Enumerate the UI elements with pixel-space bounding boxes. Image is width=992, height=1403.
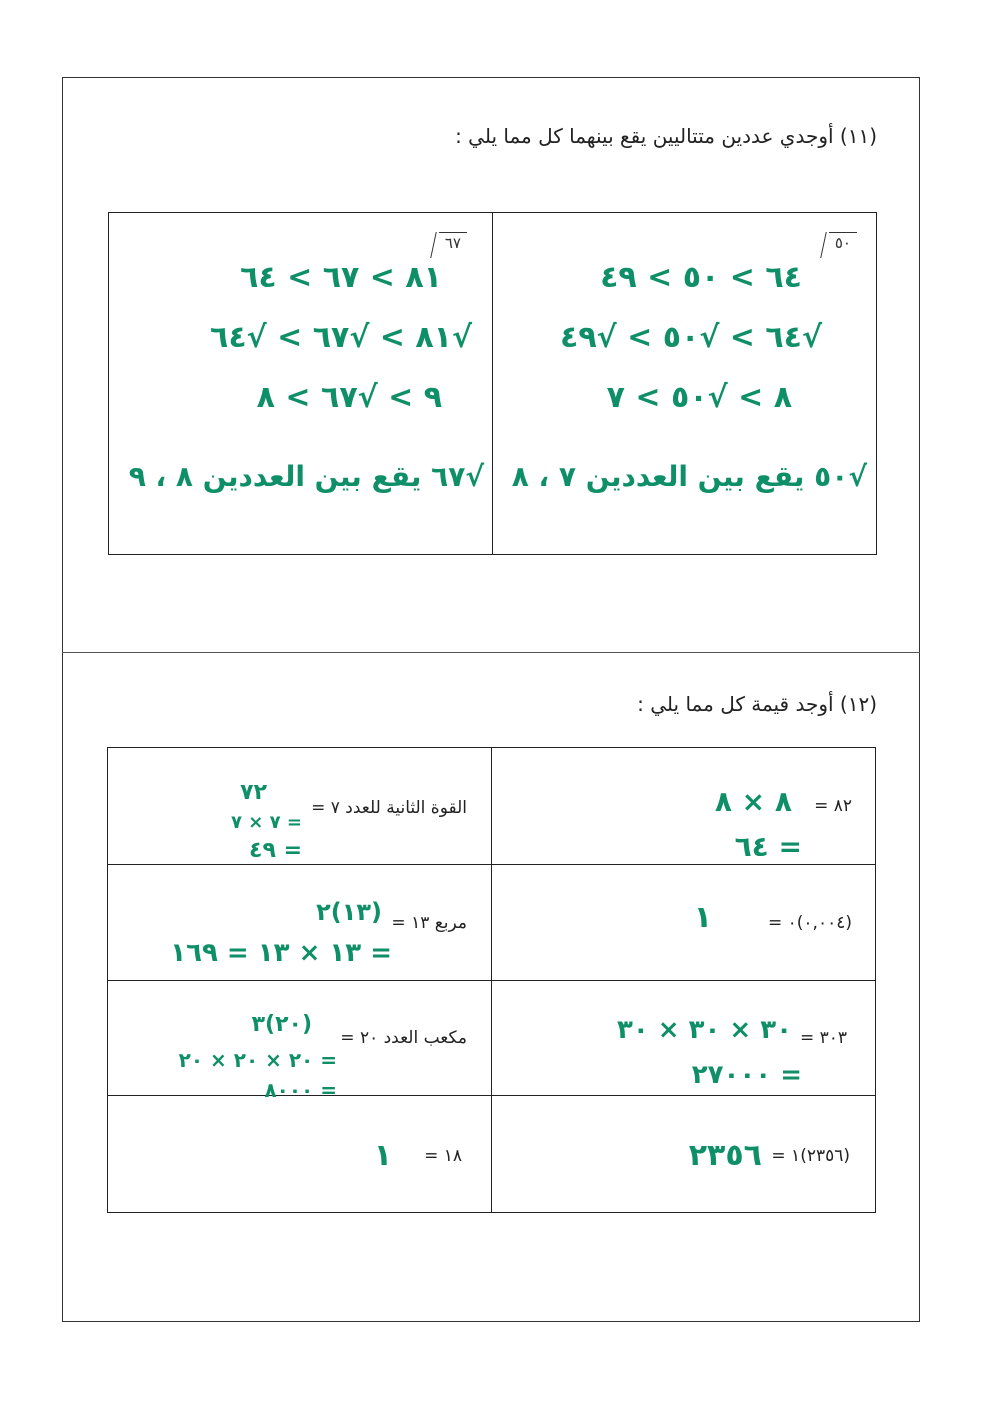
answer-line: ١ xyxy=(693,900,712,935)
answer-line: (٢٠)٣ xyxy=(251,1012,312,1037)
expression-label: ١٨ = xyxy=(424,1146,462,1166)
answer-line: √٨١ > √٦٧ > √٦٤ xyxy=(210,320,472,355)
radicand-label: ٥٠ xyxy=(829,232,857,252)
answer-line: √٦٧ يقع بين العددين ٨ ، ٩ xyxy=(128,460,484,493)
question-12-title: (١٢) أوجد قيمة كل مما يلي : xyxy=(637,692,877,716)
expression-label: القوة الثانية للعدد ٧ = xyxy=(311,798,467,818)
answer-line: ٧٢ xyxy=(240,780,267,805)
answer-line: = ٦٤ xyxy=(734,830,802,863)
answer-line: ٢٣٥٦ xyxy=(688,1138,762,1173)
row-divider xyxy=(108,1095,875,1096)
section-divider xyxy=(62,652,920,653)
answer-line: = ١٣ × ١٣ = ١٦٩ xyxy=(170,938,392,968)
answer-line: = ٢٠ × ٢٠ × ٢٠ xyxy=(178,1048,337,1072)
q11-right-cell xyxy=(492,212,877,555)
row-divider xyxy=(108,980,875,981)
question-11-title: (١١) أوجدي عددين متتاليين يقع بينهما كل مما يلي : xyxy=(455,124,877,148)
expression-label: (٢٣٥٦)١ = xyxy=(771,1146,850,1166)
answer-line: = ٨٠٠٠ xyxy=(264,1078,337,1102)
answer-line: (١٣)٢ xyxy=(316,898,382,926)
answer-line: = ٧ × ٧ xyxy=(231,812,302,833)
answer-line: = ٢٧٠٠٠ xyxy=(691,1060,802,1090)
q11-left-cell xyxy=(108,212,492,555)
answer-line: ٨ × ٨ xyxy=(714,785,792,818)
answer-line: = ٤٩ xyxy=(249,838,302,863)
radicand-label: ٦٧ xyxy=(439,232,467,252)
expression-label: (٠,٠٠٤)٠ = xyxy=(767,913,852,933)
expression-label: ٨٢ = xyxy=(814,796,852,816)
expression-label: ٣٠٣ = xyxy=(799,1028,847,1048)
answer-line: ٨ > √٥٠ > ٧ xyxy=(606,380,792,415)
answer-line: ٦٤ > ٥٠ > ٤٩ xyxy=(600,260,802,295)
row-divider xyxy=(108,864,875,865)
answer-line: ١ xyxy=(373,1138,392,1173)
expression-label: مربع ١٣ = xyxy=(391,913,467,933)
expression-label: مكعب العدد ٢٠ = xyxy=(340,1028,467,1048)
answer-line: ٣٠ × ٣٠ × ٣٠ xyxy=(616,1015,792,1045)
answer-line: √٥٠ يقع بين العددين ٧ ، ٨ xyxy=(511,460,867,493)
answer-line: ٩ > √٦٧ > ٨ xyxy=(256,380,442,415)
answer-line: ٨١ > ٦٧ > ٦٤ xyxy=(240,260,442,295)
answer-line: √٦٤ > √٥٠ > √٤٩ xyxy=(560,320,822,355)
